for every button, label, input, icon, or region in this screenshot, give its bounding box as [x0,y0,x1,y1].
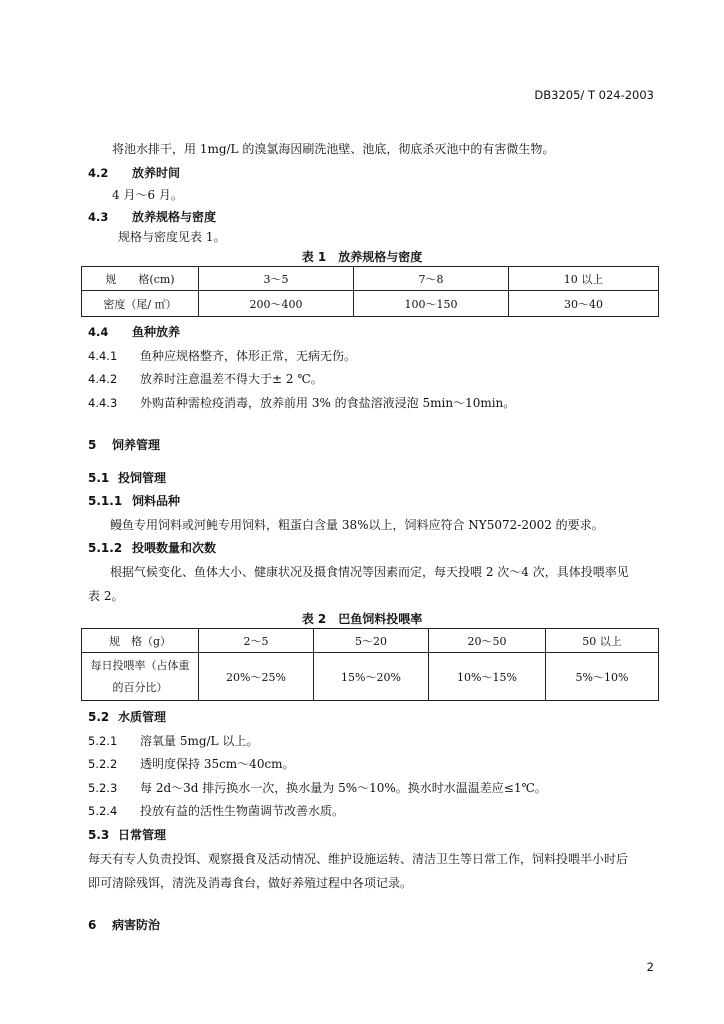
section-number: 4.4.2 [88,372,118,386]
section-number: 4.4.3 [88,396,118,410]
section-number: 4.2 [88,166,109,180]
section-4-4-2 [88,370,323,387]
section-5-1-heading [88,469,166,486]
paragraph-intro: 将池水排干，用 1mg/L 的溴氯海因刷洗池壁、池底，彻底杀灭池中的有害微生物。 [112,142,555,156]
table-cell: 20%～25% [199,653,314,701]
section-number: 4.4.1 [88,349,118,363]
section-4-3-body: 规格与密度见表 1。 [118,230,226,244]
section-number: 5.2.2 [88,757,118,771]
section-title: 放养时间 [132,166,181,180]
page-number: 2 [646,960,654,974]
section-5-3-body-line-2: 即可清除残饵，清洗及消毒食台，做好养殖过程中各项记录。 [88,876,413,890]
section-4-4-3 [88,394,515,411]
section-5-2-3 [88,779,547,796]
section-number: 5.1 [88,471,110,485]
section-5-3-body-line-1: 每天有专人负责投饵、观察摄食及活动情况、维护设施运转、清洁卫生等日常工作，饲料投喂半小时后 [88,852,629,866]
section-6-heading [88,916,160,933]
section-title: 投饲管理 [118,471,167,485]
table-cell: 规 格(cm) [82,267,199,291]
section-5-1-2-body-line-1: 根据气候变化、鱼体大小、健康状况及摄食情况等因素而定，每天投喂 2 次～4 次，具体投喂率见 [110,565,629,579]
section-5-2-2 [88,755,295,772]
table-cell-line: 的百分比） [112,680,168,694]
table-cell: 200～400 [199,291,354,317]
section-title: 鱼种放养 [132,325,181,339]
section-text: 鱼种应规格整齐，体形正常，无病无伤。 [140,349,357,363]
table-1 [81,266,659,317]
table-cell: 10%～15% [429,653,546,701]
table-cell: 7～8 [354,267,509,291]
section-number: 5 [88,438,97,452]
table-cell: 20～50 [429,629,546,653]
section-4-4-heading [88,323,180,340]
document-code: DB3205/ T 024-2003 [534,88,654,102]
section-5-heading [88,436,160,453]
section-number: 5.2 [88,710,110,724]
section-number: 5.1.1 [88,494,123,508]
section-text: 外购苗种需检疫消毒，放养前用 3% 的食盐溶液浸泡 5min～10min。 [140,396,516,410]
section-number: 5.1.2 [88,541,123,555]
section-5-1-2-body-line-2: 表 2。 [88,589,124,603]
table-cell [82,653,199,701]
table-1-caption: 表 1 放养规格与密度 [301,250,423,264]
section-5-2-1 [88,732,258,749]
section-number: 5.2.1 [88,734,118,748]
section-text: 溶氧量 5mg/L 以上。 [140,734,259,748]
table-cell: 50 以上 [546,629,659,653]
section-4-4-1 [88,347,356,364]
table-cell: 100～150 [354,291,509,317]
section-number: 5.3 [88,828,110,842]
section-4-3-heading [88,208,216,225]
section-text: 放养时注意温差不得大于± 2 ℃。 [140,372,323,386]
table-cell: 3～5 [199,267,354,291]
section-5-3-heading [88,826,166,843]
table-row [82,267,659,291]
table-cell: 5%～10% [546,653,659,701]
table-cell: 10 以上 [509,267,659,291]
section-number: 4.3 [88,210,109,224]
section-text: 投放有益的活性生物菌调节改善水质。 [140,804,345,818]
section-5-1-1-heading [88,492,180,509]
section-title: 投喂数量和次数 [132,541,217,555]
table-cell: 5～20 [314,629,429,653]
table-row [82,653,659,701]
table-2-caption: 表 2 巴鱼饲料投喂率 [301,612,423,626]
section-text: 透明度保持 35cm～40cm。 [140,757,295,771]
section-title: 日常管理 [118,828,167,842]
table-cell: 规 格（g） [82,629,199,653]
section-number: 6 [88,918,97,932]
section-5-1-1-body: 鳗鱼专用饲料或河鲀专用饲料，粗蛋白含量 38%以上，饲料应符合 NY5072-2002 的要求。 [110,518,604,532]
section-number: 5.2.4 [88,804,118,818]
section-5-2-heading [88,708,166,725]
section-title: 饲料品种 [132,494,181,508]
table-row [82,291,659,317]
section-number: 4.4 [88,325,109,339]
table-cell: 密度（尾/ ㎡） [82,291,199,317]
table-2 [81,628,659,701]
section-title: 放养规格与密度 [132,210,217,224]
table-row [82,629,659,653]
table-cell: 2～5 [199,629,314,653]
section-text: 每 2d～3d 排污换水一次，换水量为 5%～10%。换水时水温温差应≤1℃。 [140,781,547,795]
table-cell: 15%～20% [314,653,429,701]
section-title: 病害防治 [112,918,161,932]
section-4-2-body: 4 月～6 月。 [112,188,183,202]
section-number: 5.2.3 [88,781,118,795]
section-5-1-2-heading [88,539,216,556]
section-4-2-heading [88,164,180,181]
table-cell: 30～40 [509,291,659,317]
table-cell-line: 每日投喂率（占体重 [90,658,190,672]
section-5-2-4 [88,802,344,819]
section-title: 水质管理 [118,710,167,724]
section-title: 饲养管理 [112,438,161,452]
